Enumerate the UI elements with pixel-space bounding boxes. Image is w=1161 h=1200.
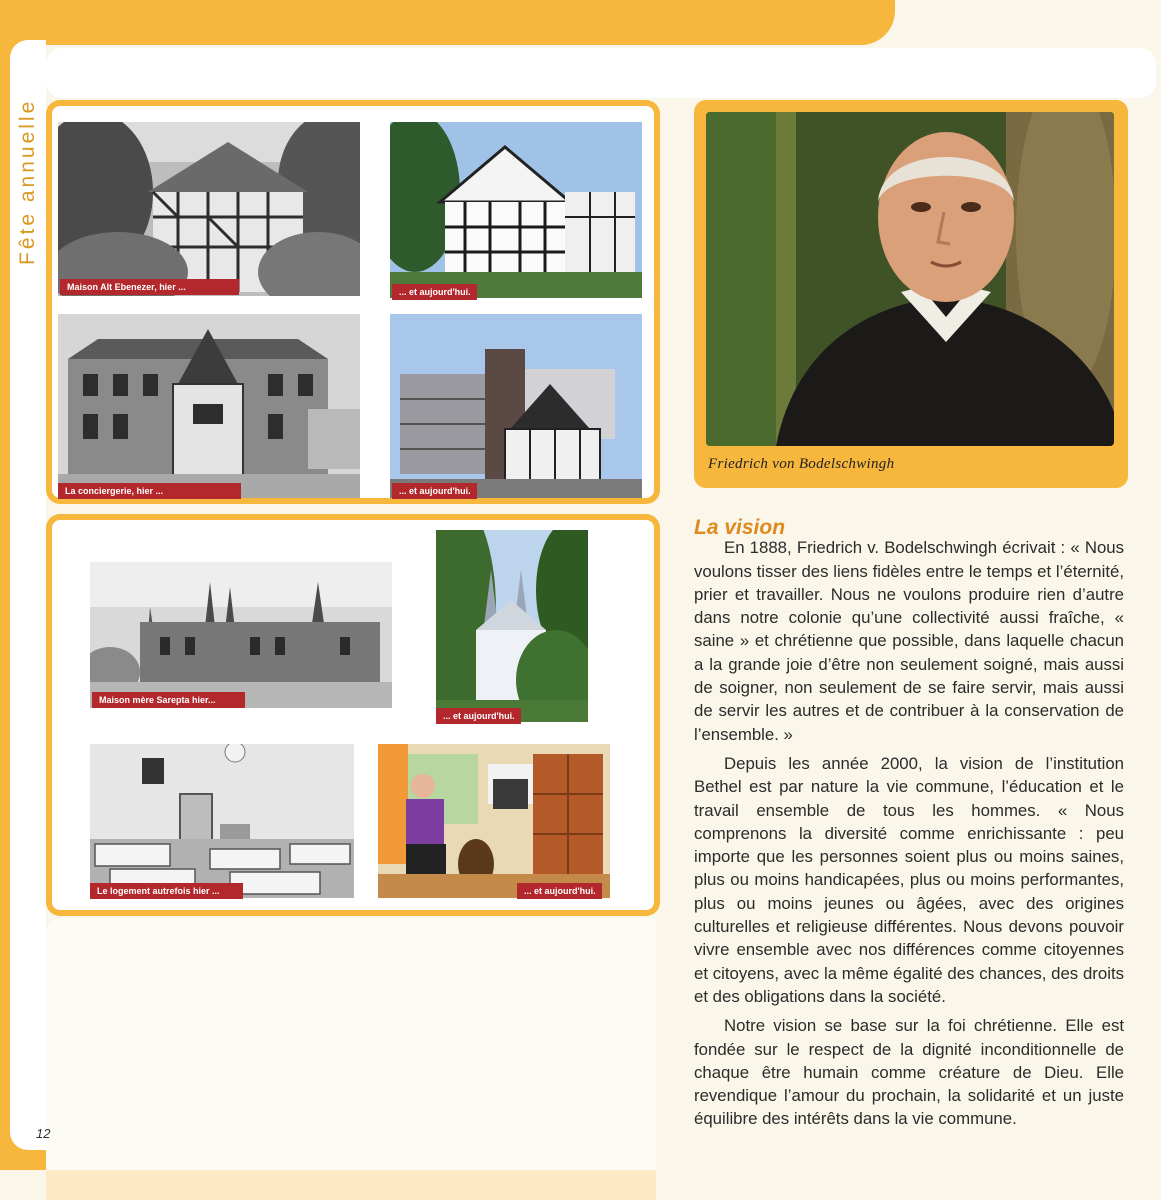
photo-caption: Maison Alt Ebenezer, hier ... <box>60 279 239 295</box>
photo-logement-now <box>378 744 610 898</box>
top-orange-band <box>0 0 895 45</box>
faded-background-panel <box>46 918 656 1170</box>
photo-logement-then <box>90 744 354 898</box>
photo-conciergerie-now <box>390 314 642 498</box>
photo-caption: ... et aujourd'hui. <box>392 284 477 300</box>
portrait-caption: Friedrich von Bodelschwingh <box>708 456 895 472</box>
portrait-bodelschwingh <box>706 112 1114 446</box>
photo-caption: ... et aujourd'hui. <box>517 883 602 899</box>
photo-alt-ebenezer-then <box>58 122 360 296</box>
article-paragraph: Depuis les année 2000, la vision de l’institution Bethel est par nature la vie commune, l’éducation et le travail ensemble de tous les hommes. « Nous comprenons la diversité comme enrichissante : peu importe que les personnes soient plus ou moins saines, plus ou moins handicapées, plus ou moins performantes, plus ou moins jeunes ou âgées, avec des origines culturelles et religieuse différentes. Nous devons pouvoir vivre ensemble avec nos différences comme citoyennes et citoyens, avec la même égalité des chances, des droits et des obligations dans la société. <box>694 753 1124 1006</box>
photo-caption: Le logement autrefois hier ... <box>90 883 243 899</box>
header-panel <box>46 48 1156 98</box>
article-heading: La vision <box>694 516 786 539</box>
article <box>694 516 1124 1137</box>
article-paragraph: Notre vision se base sur la foi chrétienne. Elle est fondée sur le respect de la dignité inconditionnelle de chaque être humain comme créature de Dieu. Elle revendique l’amour du prochain, la solidarité et un juste équilibre des intérêts dans la vie commune. <box>694 1016 1124 1129</box>
photo-caption: La conciergerie, hier ... <box>58 483 241 499</box>
photo-sarepta-then <box>90 562 392 708</box>
article-paragraph: En 1888, Friedrich v. Bodelschwingh écrivait : « Nous voulons tisser des liens fidèles entre le temps et l’éternité, prier et travailler. Nous ne voulons produire rien d’autre dans notre colonie qu’une collectivité aussi fraîche, « saine » et chrétienne que possible, dans laquelle chacun a la grande joie d’être non seulement soigné, mais aussi de soigner, non seulement de se faire servir, mais aussi de servir les autres et de contribuer à la conservation de l’ensemble. » <box>694 538 1124 744</box>
page-number: 12 <box>36 1126 51 1141</box>
photo-caption: ... et aujourd'hui. <box>392 483 477 499</box>
bottom-band <box>46 1170 656 1200</box>
photo-conciergerie-then <box>58 314 360 498</box>
section-label: Fête annuelle <box>16 98 39 265</box>
photo-alt-ebenezer-now <box>390 122 642 298</box>
photo-sarepta-now <box>436 530 588 722</box>
photo-caption: ... et aujourd'hui. <box>436 708 521 724</box>
photo-caption: Maison mère Sarepta hier... <box>92 692 245 708</box>
